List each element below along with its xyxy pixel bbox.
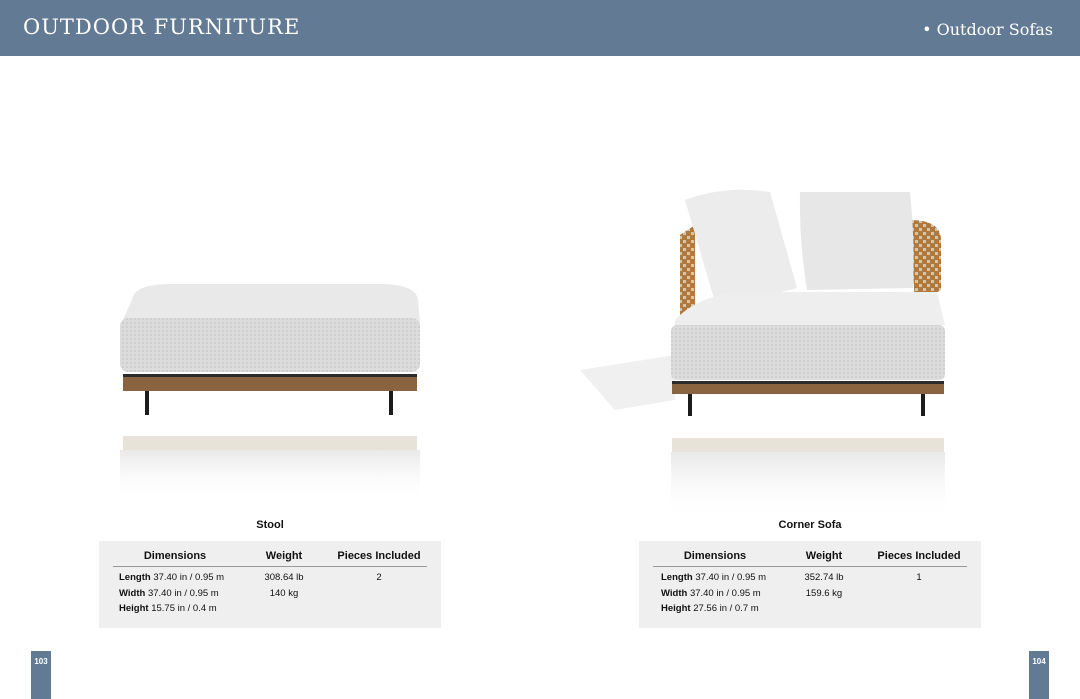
height-label: Height	[119, 603, 149, 614]
spec-table-corner-sofa	[639, 541, 981, 628]
row-length	[661, 572, 766, 583]
col-weight: Weight	[805, 550, 843, 562]
width-value: 37.40 in / 0.95 m	[147, 588, 219, 599]
width-label: Width	[119, 588, 146, 599]
length-label: Length	[119, 572, 151, 583]
product-name-corner-sofa: Corner Sofa	[778, 519, 842, 531]
catalog-title: OUTDOOR FURNITURE	[23, 15, 301, 39]
table-divider	[113, 566, 427, 567]
table-divider	[653, 566, 967, 567]
page-number-left: 103	[34, 657, 48, 666]
col-dimensions: Dimensions	[143, 550, 207, 562]
row-height	[661, 603, 759, 614]
col-dimensions: Dimensions	[683, 550, 747, 562]
pieces-count: 2	[376, 572, 382, 583]
page-tab-left	[31, 651, 51, 699]
col-pieces: Pieces Included	[337, 550, 421, 562]
corner-sofa-image	[575, 180, 955, 520]
width-value: 37.40 in / 0.95 m	[689, 588, 761, 599]
weight-kg: 140 kg	[269, 588, 299, 599]
page-tab-right	[1029, 651, 1049, 699]
pieces-count: 1	[916, 572, 922, 583]
col-pieces: Pieces Included	[877, 550, 961, 562]
weight-lb: 352.74 lb	[804, 572, 844, 583]
width-label: Width	[661, 588, 688, 599]
product-name-stool: Stool	[256, 519, 284, 531]
height-value: 27.56 in / 0.7 m	[693, 603, 759, 614]
stool-image	[110, 270, 430, 500]
section-title: • Outdoor Sofas	[922, 20, 1053, 39]
weight-lb: 308.64 lb	[264, 572, 304, 583]
length-label: Length	[661, 572, 693, 583]
weight-kg: 159.6 kg	[805, 588, 843, 599]
length-value: 37.40 in / 0.95 m	[153, 572, 225, 583]
height-label: Height	[661, 603, 691, 614]
length-value: 37.40 in / 0.95 m	[695, 572, 767, 583]
spec-table-stool	[99, 541, 441, 628]
row-width	[119, 588, 219, 599]
page-number-right: 104	[1032, 657, 1046, 666]
row-width	[661, 588, 761, 599]
row-height	[119, 603, 217, 614]
height-value: 15.75 in / 0.4 m	[151, 603, 217, 614]
row-length	[119, 572, 224, 583]
page-header	[0, 0, 1080, 56]
col-weight: Weight	[265, 550, 303, 562]
